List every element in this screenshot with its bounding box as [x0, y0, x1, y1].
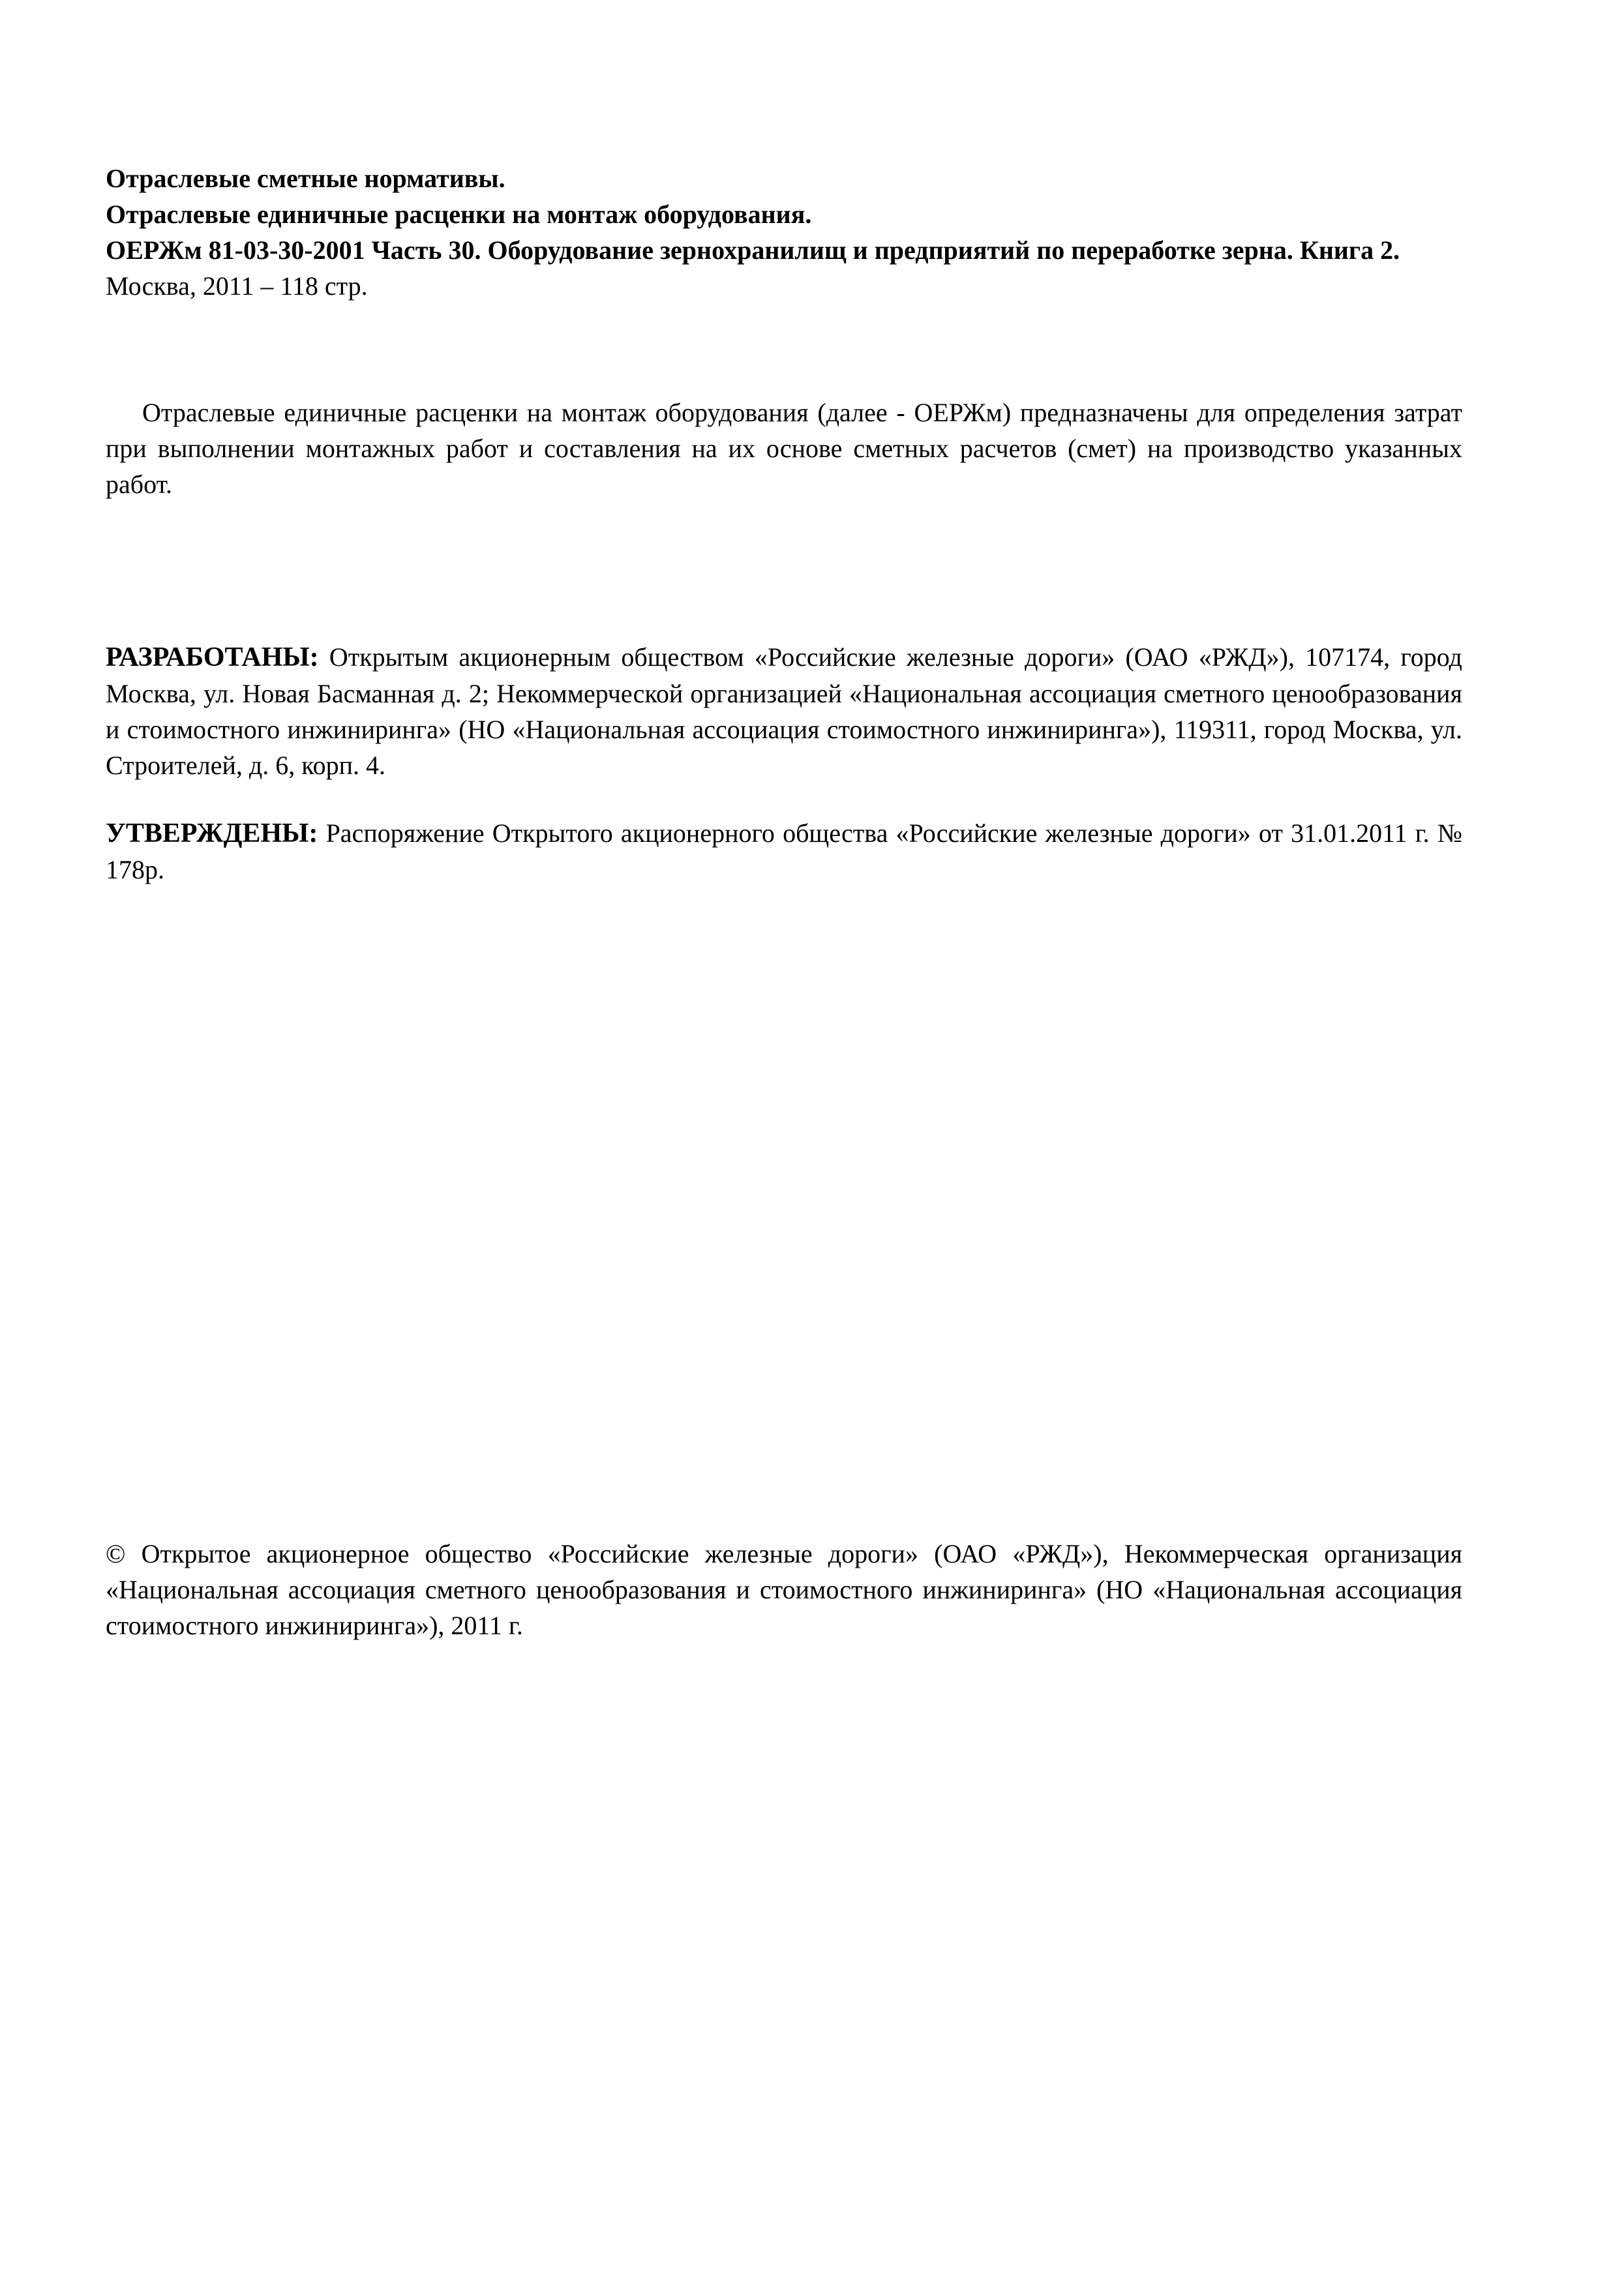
- developed-text: Открытым акционерным обществом «Российские железные дороги» (ОАО «РЖД»), 107174, город Москва, ул. Новая Басманная д. 2; Некоммерческой организацией «Национальная ассоциация сметного ценообразования и стоимостного инжиниринга» (НО «Национальная ассоциация стоимостного инжиниринга»), 119311, город Москва, ул. Строителей, д. 6, корп. 4.: [106, 642, 1463, 780]
- title-line-part: ОЕРЖм 81-03-30-2001 Часть 30. Оборудование зернохранилищ и предприятий по переработке зерна. Книга 2.: [106, 235, 1400, 265]
- approved-text: Распоряжение Открытого акционерного общества «Российские железные дороги» от 31.01.2011 г. № 178р.: [106, 818, 1463, 884]
- document-title-block: [106, 160, 1462, 304]
- developed-by-paragraph: [106, 639, 1462, 783]
- developed-label: РАЗРАБОТАНЫ:: [106, 642, 319, 672]
- description-paragraph: [106, 395, 1462, 502]
- description-text: Отраслевые единичные расценки на монтаж оборудования (далее - ОЕРЖм) предназначены для определения затрат при выполнении монтажных работ и составления на их основе сметных расчетов (смет) на производство указанных работ.: [106, 398, 1462, 499]
- copyright-text: Открытое акционерное общество «Российские железные дороги» (ОАО «РЖД»), Некоммерческая организация «Национальная ассоциация сметного ценообразования и стоимостного инжиниринга» (НО «Национальная ассоциация стоимостного инжиниринга»), 2011 г.: [106, 1539, 1463, 1640]
- title-line-standards: Отраслевые сметные нормативы.: [106, 164, 505, 193]
- copyright-symbol: ©: [106, 1539, 126, 1568]
- approved-label: УТВЕРЖДЕНЫ:: [106, 818, 318, 848]
- title-line-rates: Отраслевые единичные расценки на монтаж оборудования.: [106, 200, 812, 229]
- publication-info: Москва, 2011 – 118 стр.: [106, 271, 368, 301]
- approved-by-paragraph: [106, 815, 1462, 888]
- copyright-paragraph: [106, 1536, 1462, 1643]
